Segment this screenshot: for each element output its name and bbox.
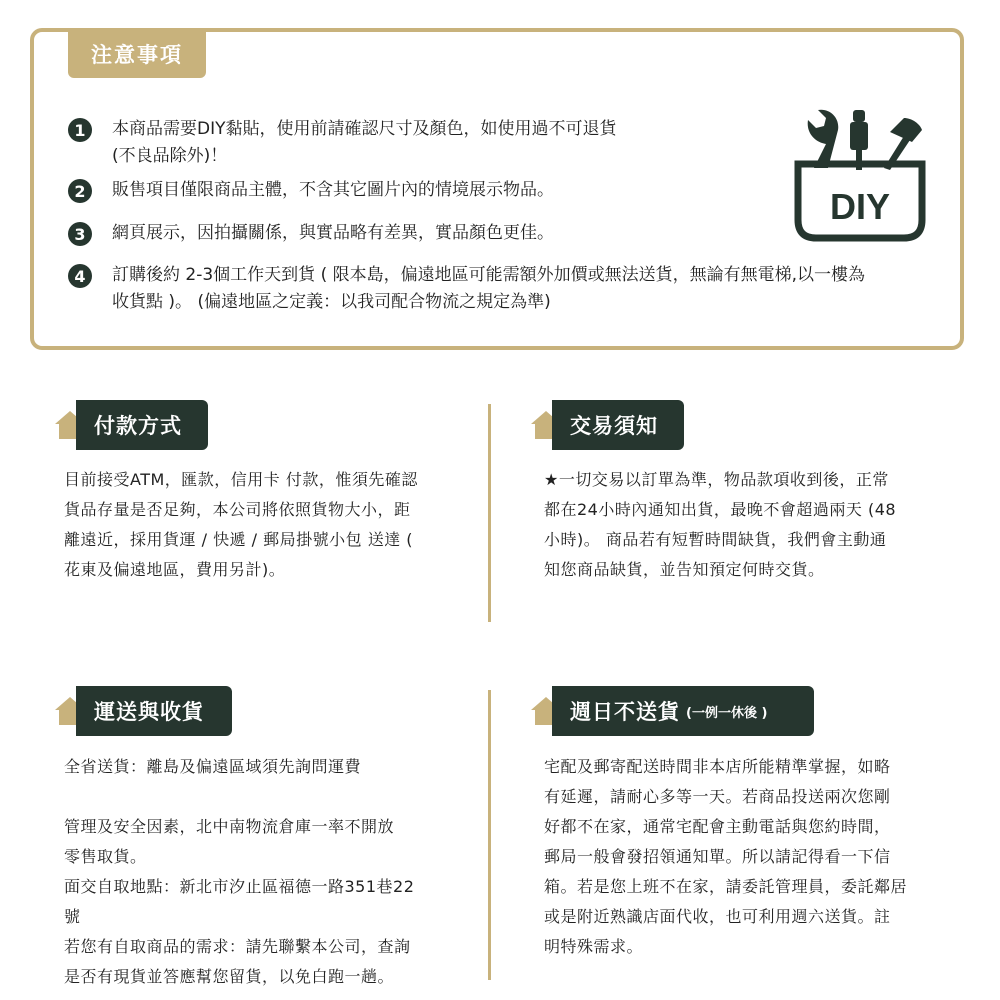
column-divider xyxy=(488,690,491,980)
body-line: 郵局一般會發招領通知單。所以請記得看一下信 xyxy=(544,847,891,866)
trade-title: 交易須知 xyxy=(552,400,684,450)
number-badge: 4 xyxy=(68,264,92,288)
notice-title: 注意事項 xyxy=(68,30,206,78)
notice-item-text: 販售項目僅限商品主體，不含其它圖片內的情境展示物品。 xyxy=(112,180,554,200)
body-line: 管理及安全因素，北中南物流倉庫一率不開放 xyxy=(64,817,395,836)
column-divider xyxy=(488,404,491,622)
body-line: 宅配及郵寄配送時間非本店所能精準掌握，如略 xyxy=(544,757,891,776)
body-line: ★一切交易以訂單為準，物品款項收到後，正常 xyxy=(544,470,889,489)
body-line: 好都不在家，通常宅配會主動電話與您約時間， xyxy=(544,817,891,836)
body-line: 零售取貨。 xyxy=(64,847,147,866)
body-line: 花東及偏遠地區，費用另計)。 xyxy=(64,560,286,579)
body-line: 箱。若是您上班不在家，請委託管理員，委託鄰居 xyxy=(544,877,908,896)
body-line: 目前接受ATM，匯款，信用卡 付款，惟須先確認 xyxy=(64,470,418,489)
body-line: 都在24小時內通知出貨，最晚不會超過兩天 (48 xyxy=(544,500,897,519)
body-line: 小時)。 商品若有短暫時間缺貨，我們會主動通 xyxy=(544,530,887,549)
body-line: 或是附近熟識店面代收，也可利用週六送貨。註 xyxy=(544,907,891,926)
notice-line: 訂購後約 2-3個工作天到貨 ( 限本島，偏遠地區可能需額外加價或無法送貨，無論有無電梯,以一樓為 xyxy=(112,265,866,285)
number-badge: 3 xyxy=(68,222,92,246)
body-line: 面交自取地點：新北市汐止區福德一路351巷22 xyxy=(64,877,415,896)
notice-line: 收貨點 )。 (偏遠地區之定義：以我司配合物流之規定為準) xyxy=(112,292,551,312)
sunday-title-text: 週日不送貨 xyxy=(570,700,680,724)
notice-line: 本商品需要DIY黏貼，使用前請確認尺寸及顏色，如使用過不可退貨 xyxy=(112,119,617,139)
body-line: 全省送貨：離島及偏遠區域須先詢問運費 xyxy=(64,757,362,776)
notice-item-4 xyxy=(68,262,948,316)
sunday-subtitle: (一例一休後 ) xyxy=(686,705,768,721)
body-line: 有延遲，請耐心多等一天。若商品投送兩次您剛 xyxy=(544,787,891,806)
diy-tools-icon xyxy=(792,108,928,248)
body-line: 貨品存量是否足夠，本公司將依照貨物大小，距 xyxy=(64,500,411,519)
notice-line: (不良品除外)！ xyxy=(112,146,228,166)
body-line: 知您商品缺貨，並告知預定何時交貨。 xyxy=(544,560,825,579)
trade-body xyxy=(544,465,944,585)
shipping-body xyxy=(64,752,474,992)
notice-item-text: 網頁展示，因拍攝關係，與實品略有差異，實品顏色更佳。 xyxy=(112,223,554,243)
sunday-title xyxy=(552,686,814,736)
body-line: 離遠近，採用貨運 / 快遞 / 郵局掛號小包 送達 ( xyxy=(64,530,414,549)
number-badge: 1 xyxy=(68,118,92,142)
body-line: 號 xyxy=(64,907,81,926)
sunday-body xyxy=(544,752,954,962)
body-line: 明特殊需求。 xyxy=(544,937,644,956)
notice-box xyxy=(30,28,964,350)
body-line: 是否有現貨並答應幫您留貨，以免白跑一趟。 xyxy=(64,967,395,986)
diy-badge-text: DIY xyxy=(829,186,891,227)
shipping-title: 運送與收貨 xyxy=(76,686,232,736)
number-badge: 2 xyxy=(68,179,92,203)
body-line: 若您有自取商品的需求：請先聯繫本公司，查詢 xyxy=(64,937,411,956)
payment-body xyxy=(64,465,464,585)
notice-item-text xyxy=(112,262,948,316)
payment-title: 付款方式 xyxy=(76,400,208,450)
